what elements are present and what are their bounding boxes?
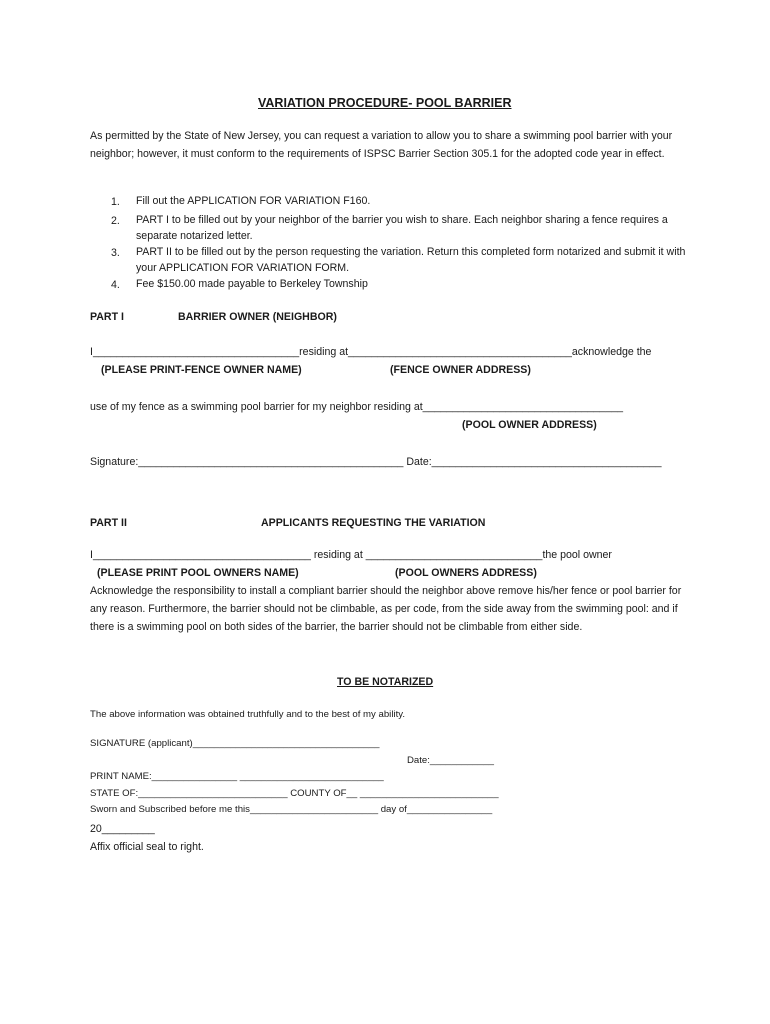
pool-owner-line[interactable]: I_____________________________________ residing at ______________________________the pool owner xyxy=(90,549,612,561)
pool-owner-residence-line[interactable]: use of my fence as a swimming pool barrier for my neighbor residing at__________________________________ xyxy=(90,401,623,413)
step-text: Fill out the APPLICATION FOR VARIATION F160. xyxy=(136,195,371,207)
pool-owner-address-caption: (POOL OWNER ADDRESS) xyxy=(462,419,597,431)
step-number: 3. xyxy=(111,247,120,259)
part1-heading: BARRIER OWNER (NEIGHBOR) xyxy=(178,311,337,323)
state-county-line[interactable]: STATE OF:____________________________ COUNTY OF__ __________________________ xyxy=(90,788,499,799)
applicant-signature-line[interactable]: SIGNATURE (applicant)___________________________________ xyxy=(90,738,380,749)
truthful-statement: The above information was obtained truthfully and to the best of my ability. xyxy=(90,709,405,720)
year-line[interactable]: 20_________ xyxy=(90,823,155,835)
print-name-line[interactable]: PRINT NAME:________________ ___________________________ xyxy=(90,771,384,782)
step-number: 4. xyxy=(111,279,120,291)
fence-owner-address-caption: (FENCE OWNER ADDRESS) xyxy=(390,364,531,376)
pool-owner-address-caption: (POOL OWNERS ADDRESS) xyxy=(395,567,537,579)
intro-paragraph: As permitted by the State of New Jersey, you can request a variation to allow you to share a swimming pool barrier with your neighbor; however, it must conform to the requirements of ISPSC Barrier Section 305.1 for the adopted code year in effect. xyxy=(90,130,673,160)
part1-label: PART I xyxy=(90,311,124,323)
part2-heading: APPLICANTS REQUESTING THE VARIATION xyxy=(261,517,486,529)
page-title: VARIATION PROCEDURE- POOL BARRIER xyxy=(258,96,512,110)
notary-date-line[interactable]: Date:____________ xyxy=(407,755,494,766)
fence-owner-line[interactable]: I___________________________________residing at______________________________________acknowledge the xyxy=(90,346,652,358)
part2-label: PART II xyxy=(90,517,127,529)
pool-owner-name-caption: (PLEASE PRINT POOL OWNERS NAME) xyxy=(97,567,299,579)
fence-owner-name-caption: (PLEASE PRINT-FENCE OWNER NAME) xyxy=(101,364,302,376)
acknowledgement-paragraph: Acknowledge the responsibility to install a compliant barrier should the neighbor above remove his/her fence or pool barrier for any reason. Furthermore, the barrier should not be climbable, as per code, from the side away from the swimming pool: and if there is a swimming pool on both sides of the barrier, the barrier should not be climbable from either side. xyxy=(90,585,682,633)
sworn-subscribed-line[interactable]: Sworn and Subscribed before me this________________________ day of________________ xyxy=(90,804,493,815)
part1-signature-line[interactable]: Signature:_____________________________________________ Date:_______________________________________ xyxy=(90,456,662,468)
notary-heading: TO BE NOTARIZED xyxy=(337,676,434,688)
step-number: 2. xyxy=(111,215,120,227)
seal-instruction: Affix official seal to right. xyxy=(90,841,204,853)
step-text: PART II to be filled out by the person requesting the variation. Return this completed form notarized and submit it with your APPLICATION FOR VARIATION FORM. xyxy=(136,246,686,274)
step-text: Fee $150.00 made payable to Berkeley Township xyxy=(136,278,368,290)
step-text: PART I to be filled out by your neighbor of the barrier you wish to share. Each neighbor sharing a fence requires a separate notarized letter. xyxy=(136,214,668,242)
step-number: 1. xyxy=(111,196,120,208)
